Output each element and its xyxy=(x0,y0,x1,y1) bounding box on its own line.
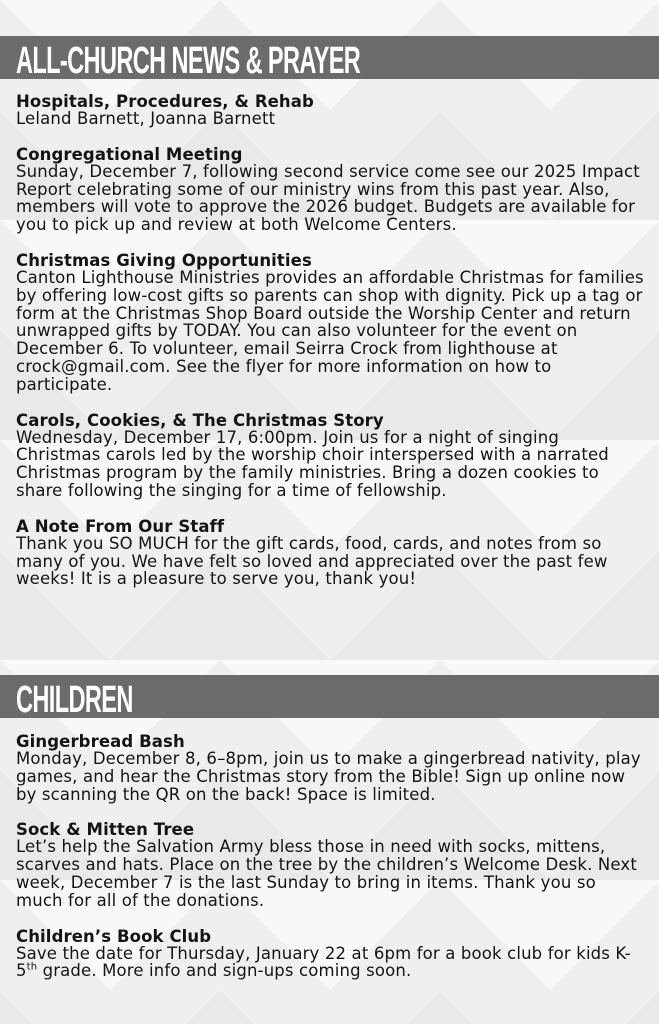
item-body: Let’s help the Salvation Army bless those in need with socks, mittens, scarves and hats. Place on the tree by the children’s Welcome Desk. Next week, December 7 is the last Sunday to bring in items. Thank you so much for all of the donations. xyxy=(16,837,637,910)
ordinal-suffix: th xyxy=(26,961,38,973)
section-banner-children xyxy=(0,675,659,721)
section-children xyxy=(16,733,646,998)
news-item-staff-note xyxy=(16,518,646,588)
news-item-congregational-meeting xyxy=(16,146,646,234)
item-body: Wednesday, December 17, 6:00pm. Join us for a night of singing Christmas carols led by the worship choir interspersed with a narrated Christmas program by the family ministries. Bring a dozen cookies to share following the singing for a time of fellowship. xyxy=(16,427,609,500)
children-item-book-club xyxy=(16,928,646,981)
item-title: Gingerbread Bash xyxy=(16,732,185,751)
item-body-text: Save the date for Thursday, January 22 at 6pm for a book club for kids K-5 xyxy=(16,943,631,981)
section-banner-news xyxy=(0,36,659,82)
section-heading-news: ALL-CHURCH NEWS & PRAYER xyxy=(16,40,361,82)
children-item-sock-mitten xyxy=(16,821,646,909)
children-item-gingerbread xyxy=(16,733,646,803)
item-body: Monday, December 8, 6–8pm, join us to make a gingerbread nativity, play games, and hear the Christmas story from the Bible! Sign up online now by scanning the QR on the back! Space is limited. xyxy=(16,749,641,804)
item-title: Carols, Cookies, & The Christmas Story xyxy=(16,410,384,430)
news-item-hospitals xyxy=(16,93,646,128)
item-body: Canton Lighthouse Ministries provides an affordable Christmas for families by offering low-cost gifts so parents can shop with dignity. Pick up a tag or form at the Christmas Shop Board outside the Worship Center and return unwrapped gifts by TODAY. You can also volunteer for the event on December 6. To volunteer, email Seirra Crock from lighthouse at crock@gmail.com. See the flyer for more information on how to participate. xyxy=(16,267,644,394)
item-body xyxy=(16,945,646,981)
item-body-text: grade. More info and sign-ups coming soon. xyxy=(37,961,412,981)
item-title: A Note From Our Staff xyxy=(16,516,225,536)
item-title: Congregational Meeting xyxy=(16,144,243,164)
item-title: Children’s Book Club xyxy=(16,926,212,946)
section-news xyxy=(16,93,646,606)
news-item-christmas-giving xyxy=(16,252,646,394)
item-body: Thank you SO MUCH for the gift cards, food, cards, and notes from so many of you. We have felt so loved and appreciated over the past few weeks! It is a pleasure to serve you, thank you! xyxy=(16,533,608,589)
news-item-carols-cookies xyxy=(16,412,646,500)
item-title: Hospitals, Procedures, & Rehab xyxy=(16,92,314,111)
item-title: Sock & Mitten Tree xyxy=(16,820,195,840)
item-body: Leland Barnett, Joanna Barnett xyxy=(16,109,276,128)
item-body: Sunday, December 7, following second service come see our 2025 Impact Report celebrating some of our ministry wins from this past year. Also, members will vote to approve the 2026 budget. Budgets are available for you to pick up and review at both Welcome Centers. xyxy=(16,161,640,235)
item-title: Christmas Giving Opportunities xyxy=(16,250,312,270)
section-heading-children: CHILDREN xyxy=(16,679,133,721)
